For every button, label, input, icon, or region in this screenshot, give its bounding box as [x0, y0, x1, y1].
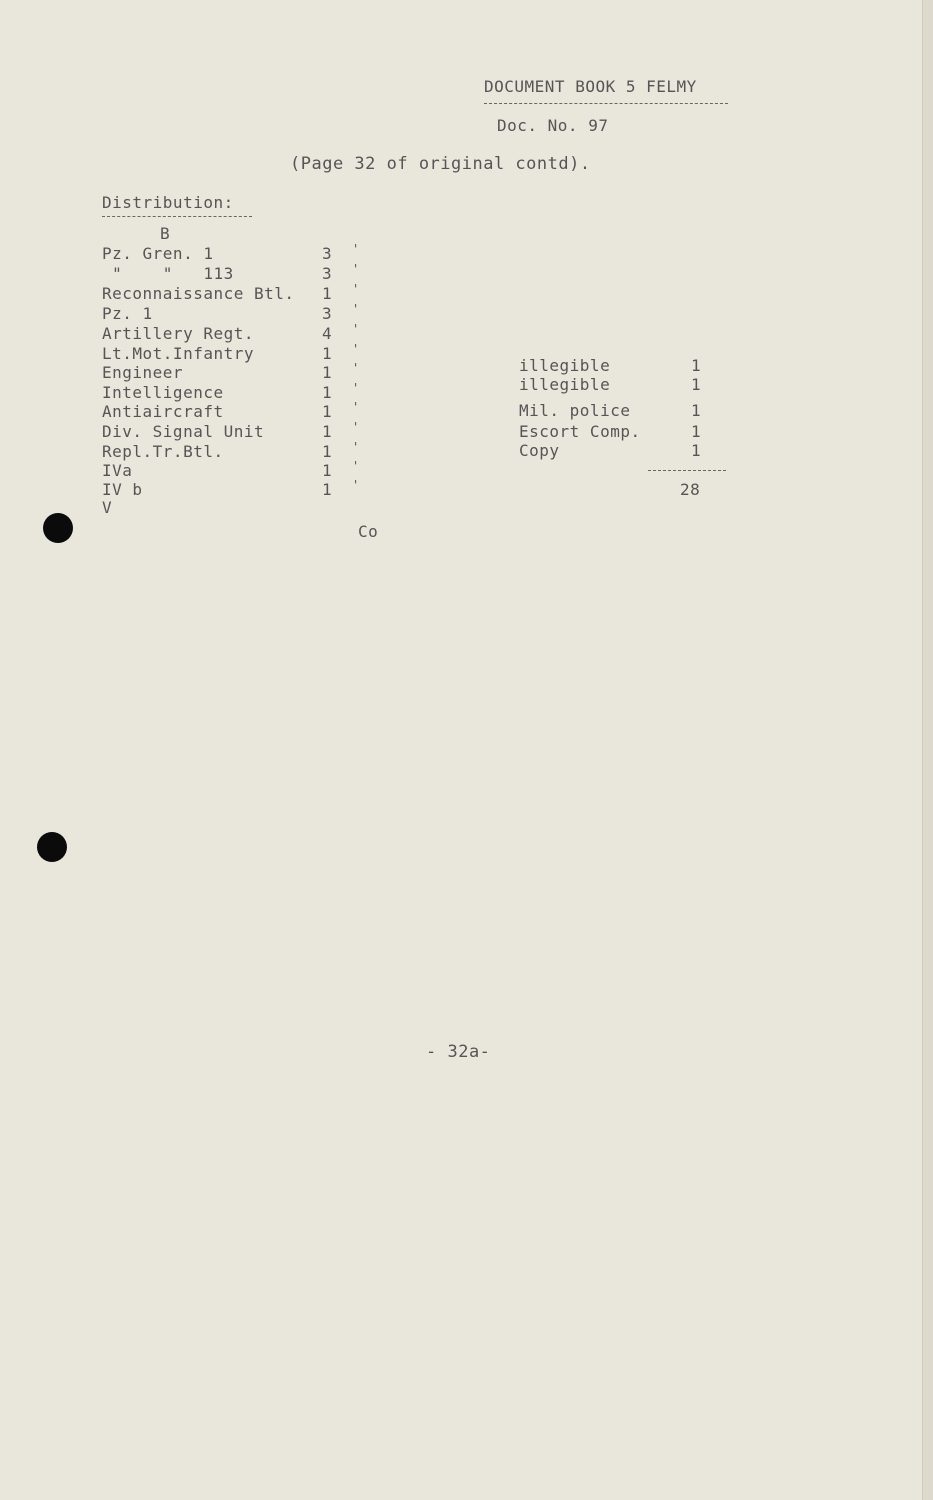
row-label: Repl.Tr.Btl. [102, 442, 224, 461]
tick-mark: ' [352, 282, 360, 296]
tick-mark: ' [352, 440, 360, 454]
distribution-underline [102, 216, 252, 217]
distribution-row-right [519, 422, 719, 442]
row-label: Mil. police [519, 401, 631, 420]
distribution-row-right [519, 401, 719, 421]
distribution-row [102, 344, 372, 364]
row-label: Artillery Regt. [102, 324, 254, 343]
distribution-row-right [519, 356, 719, 376]
tick-mark: ' [352, 262, 360, 276]
tick-mark: ' [352, 381, 360, 395]
row-count: 1 [322, 442, 333, 461]
row-count: 3 [322, 244, 333, 263]
row-count: 1 [691, 401, 702, 420]
row-label: Copy [519, 441, 560, 460]
distribution-row [102, 284, 372, 304]
row-count: 3 [322, 304, 333, 323]
tick-mark: ' [352, 361, 360, 375]
distribution-heading: Distribution: [102, 193, 234, 212]
row-count: 1 [322, 480, 333, 499]
row-count: 1 [691, 441, 702, 460]
row-count: 3 [322, 264, 333, 283]
distribution-row [102, 244, 372, 264]
row-label: illegible [519, 375, 611, 394]
row-label: Lt.Mot.Infantry [102, 344, 254, 363]
row-label: Intelligence [102, 383, 224, 402]
page-reference: (Page 32 of original contd). [290, 154, 591, 174]
total-rule [648, 470, 726, 471]
row-label: Pz. Gren. 1 [102, 244, 214, 263]
row-count: 1 [322, 284, 333, 303]
row-count: 1 [322, 344, 333, 363]
distribution-row [102, 461, 372, 481]
row-label: Reconnaissance Btl. [102, 284, 295, 303]
row-label: Escort Comp. [519, 422, 641, 441]
tick-mark: ' [352, 342, 360, 356]
row-count: 1 [322, 422, 333, 441]
tick-mark: ' [352, 478, 360, 492]
distribution-row [102, 422, 372, 442]
distribution-row [102, 402, 372, 422]
row-count: 1 [322, 383, 333, 402]
document-title: DOCUMENT BOOK 5 FELMY [484, 77, 697, 96]
distribution-row [102, 442, 372, 462]
row-count: 1 [322, 461, 333, 480]
distribution-row [102, 480, 372, 500]
tick-mark: ' [352, 322, 360, 336]
tick-mark: ' [352, 302, 360, 316]
paper-edge [922, 0, 933, 1500]
row-count: 4 [322, 324, 333, 343]
row-label: " " 113 [102, 264, 234, 283]
co-note: Co [358, 522, 379, 541]
distribution-row [102, 304, 372, 324]
punch-hole [43, 513, 73, 543]
trailing-item: V [102, 498, 113, 517]
row-count: 1 [322, 363, 333, 382]
document-number: Doc. No. 97 [497, 116, 609, 135]
row-label: IV b [102, 480, 143, 499]
page-number: - 32a- [426, 1042, 491, 1062]
row-label: Div. Signal Unit [102, 422, 265, 441]
row-count: 1 [691, 375, 702, 394]
punch-hole [37, 832, 67, 862]
row-label: IVa [102, 461, 133, 480]
distribution-row-right [519, 375, 719, 395]
tick-mark: ' [352, 400, 360, 414]
row-label: illegible [519, 356, 611, 375]
column-label: B [160, 224, 171, 243]
distribution-row [102, 383, 372, 403]
distribution-row [102, 264, 372, 284]
distribution-row [102, 363, 372, 383]
title-underline [484, 103, 728, 104]
total-count: 28 [680, 480, 701, 499]
distribution-row-right [519, 441, 719, 461]
row-count: 1 [691, 422, 702, 441]
tick-mark: ' [352, 420, 360, 434]
row-count: 1 [322, 402, 333, 421]
distribution-row [102, 324, 372, 344]
row-label: Engineer [102, 363, 184, 382]
row-label: Antiaircraft [102, 402, 224, 421]
tick-mark: ' [352, 459, 360, 473]
row-label: Pz. 1 [102, 304, 153, 323]
tick-mark: ' [352, 242, 360, 256]
row-count: 1 [691, 356, 702, 375]
